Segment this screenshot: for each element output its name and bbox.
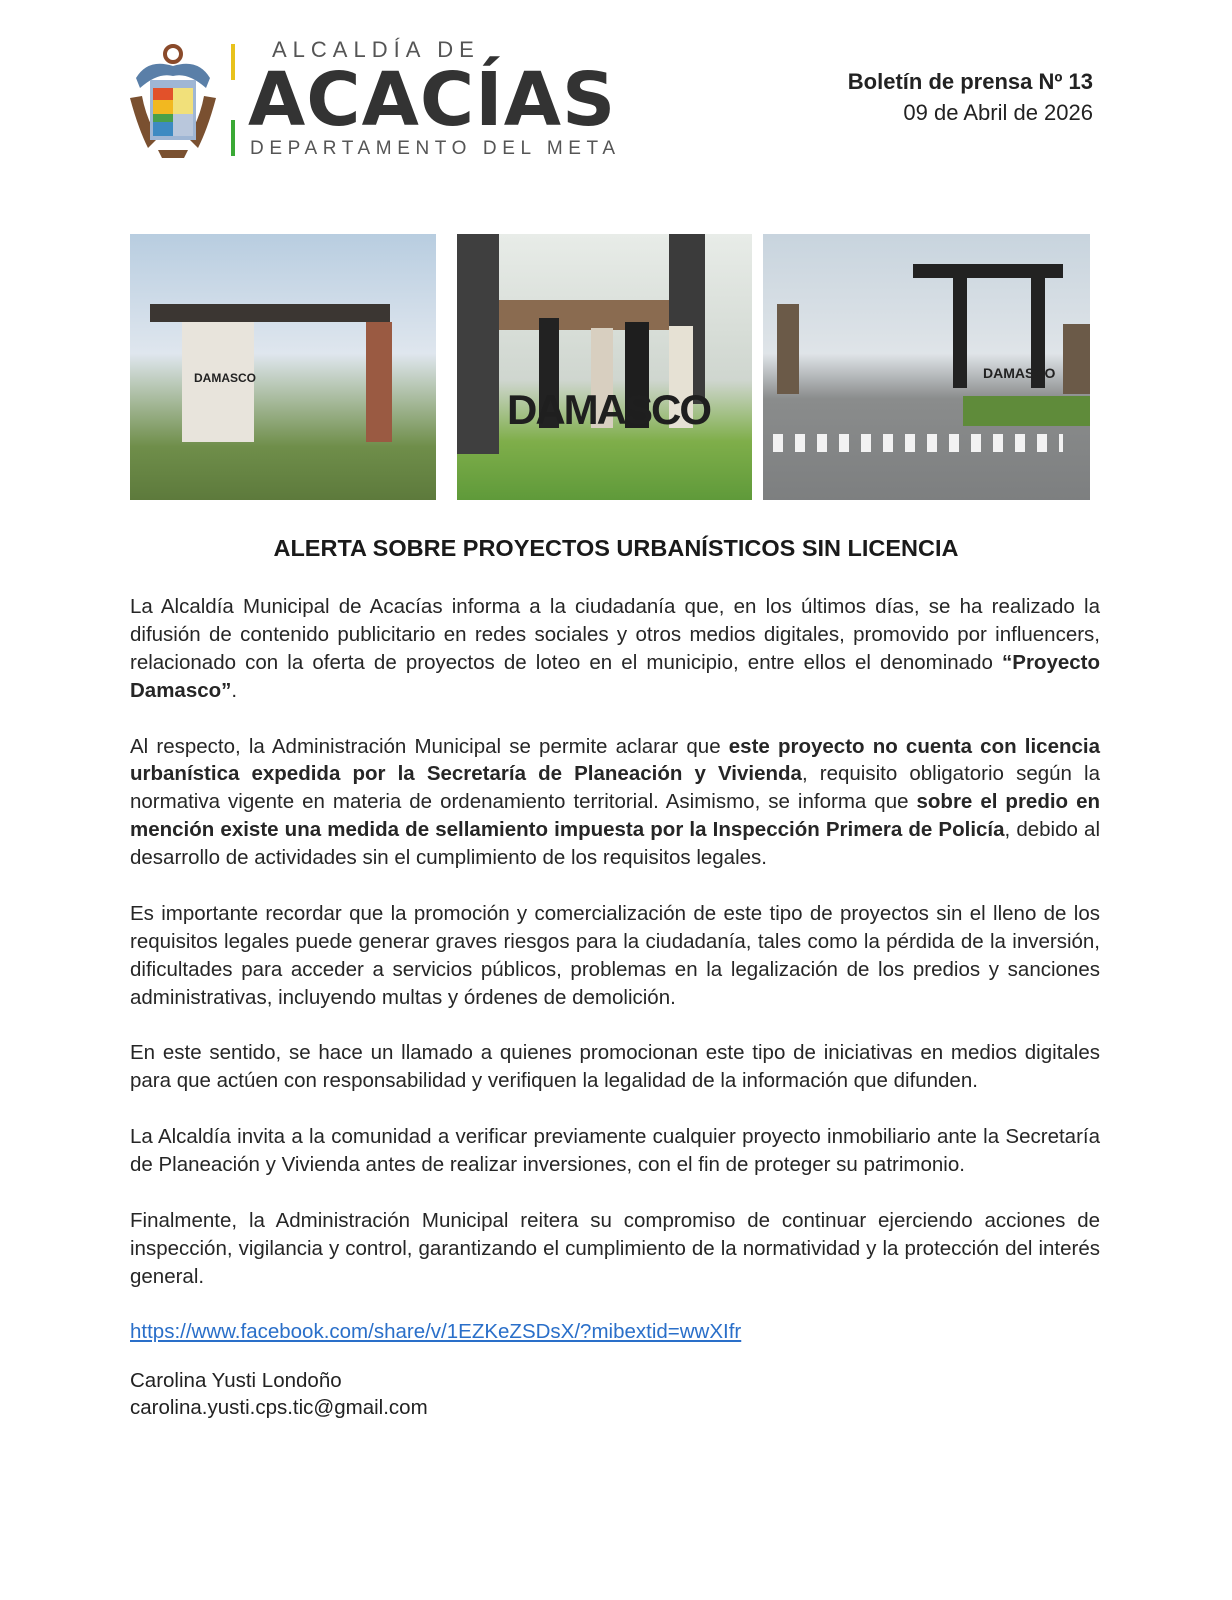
signature xyxy=(130,1367,1100,1421)
bold-text: este proyecto no cuenta con licencia urbanística expedida por la Secretaría de Planeación y Vivienda xyxy=(130,734,1100,786)
document-content xyxy=(130,593,1100,1421)
accent-bar-green xyxy=(231,120,235,156)
text: La Alcaldía invita a la comunidad a verificar previamente cualquier proyecto inmobiliario ante la Secretaría de Planeación y Vivienda antes de realizar inversiones, con el fin de proteger su patrimonio. xyxy=(130,1125,1100,1177)
body-paragraph xyxy=(130,733,1100,873)
page-title: ALERTA SOBRE PROYECTOS URBANÍSTICOS SIN LICENCIA xyxy=(273,535,959,561)
signature-email: carolina.yusti.cps.tic@gmail.com xyxy=(130,1396,428,1420)
body-paragraph xyxy=(130,1123,1100,1179)
text: , debido al desarrollo de actividades sin el cumplimiento de los requisitos legales. xyxy=(130,818,1100,870)
bulletin-number: Boletín de prensa Nº 13 xyxy=(847,69,1093,94)
body-paragraph xyxy=(130,593,1100,705)
brand-main-text: ACACÍAS xyxy=(248,57,617,143)
body-paragraph xyxy=(130,900,1100,1012)
bold-text: sobre el predio en mención existe una medida de sellamiento impuesta por la Inspección Primera de Policía xyxy=(130,790,1100,842)
photo-sign-text: DAMASCO xyxy=(507,386,710,433)
brand-top-text: ALCALDÍA DE xyxy=(272,37,480,62)
signature-name: Carolina Yusti Londoño xyxy=(130,1369,342,1393)
municipal-crest-logo xyxy=(128,38,218,160)
text: La Alcaldía Municipal de Acacías informa a la ciudadanía que, en los últimos días, se ha realizado la difusión de contenido publicitario en redes sociales y otros medios digitales, promovido por influencers, relacionado con la oferta de proyectos de loteo en el municipio, entre ellos el denominado xyxy=(130,595,1100,674)
facebook-link[interactable]: https://www.facebook.com/share/v/1EZKeZSDsX/?mibextid=wwXIfr xyxy=(130,1320,742,1344)
body-paragraph xyxy=(130,1207,1100,1291)
photo-road-gate xyxy=(763,234,1090,500)
text: Finalmente, la Administración Municipal reitera su compromiso de continuar ejerciendo acciones de inspección, vigilancia y control, garantizando el cumplimiento de la normatividad y la protección del interés general. xyxy=(130,1208,1100,1288)
text: Es importante recordar que la promoción y comercialización de este tipo de proyectos sin el lleno de los requisitos legales puede generar graves riesgos para la ciudadanía, tales como la pérdida de la inversión, dificultades para acceder a servicios públicos, problemas en la legalización de los predios y sanciones administrativas, incluyendo multas y órdenes de demolición. xyxy=(130,901,1100,1009)
photo-sign-text: DAMASCO xyxy=(194,371,256,385)
bold-text: “Proyecto Damasco” xyxy=(130,650,1100,702)
text: Al respecto, la Administración Municipal se permite aclarar que xyxy=(130,734,729,758)
bulletin-info xyxy=(848,66,1093,128)
text: . xyxy=(231,678,238,702)
photo-influencers-at-sign xyxy=(457,234,752,500)
document-body xyxy=(130,593,1100,1291)
accent-bar-yellow xyxy=(231,44,235,80)
brand-bottom-text: DEPARTAMENTO DEL META xyxy=(250,138,621,159)
text: , requisito obligatorio según la normativa vigente en materia de ordenamiento territorial. Asimismo, se informa que xyxy=(130,762,1101,814)
photo-sign-text: DAMASCO xyxy=(983,365,1056,381)
text: En este sentido, se hace un llamado a quienes promocionan este tipo de iniciativas en medios digitales para que actúen con responsabilidad y verifiquen la legalidad de la información que difunden. xyxy=(130,1041,1100,1093)
body-paragraph xyxy=(130,1039,1100,1095)
photo-entrance-gate xyxy=(130,234,436,500)
bulletin-date: 09 de Abril de 2026 xyxy=(903,100,1093,125)
